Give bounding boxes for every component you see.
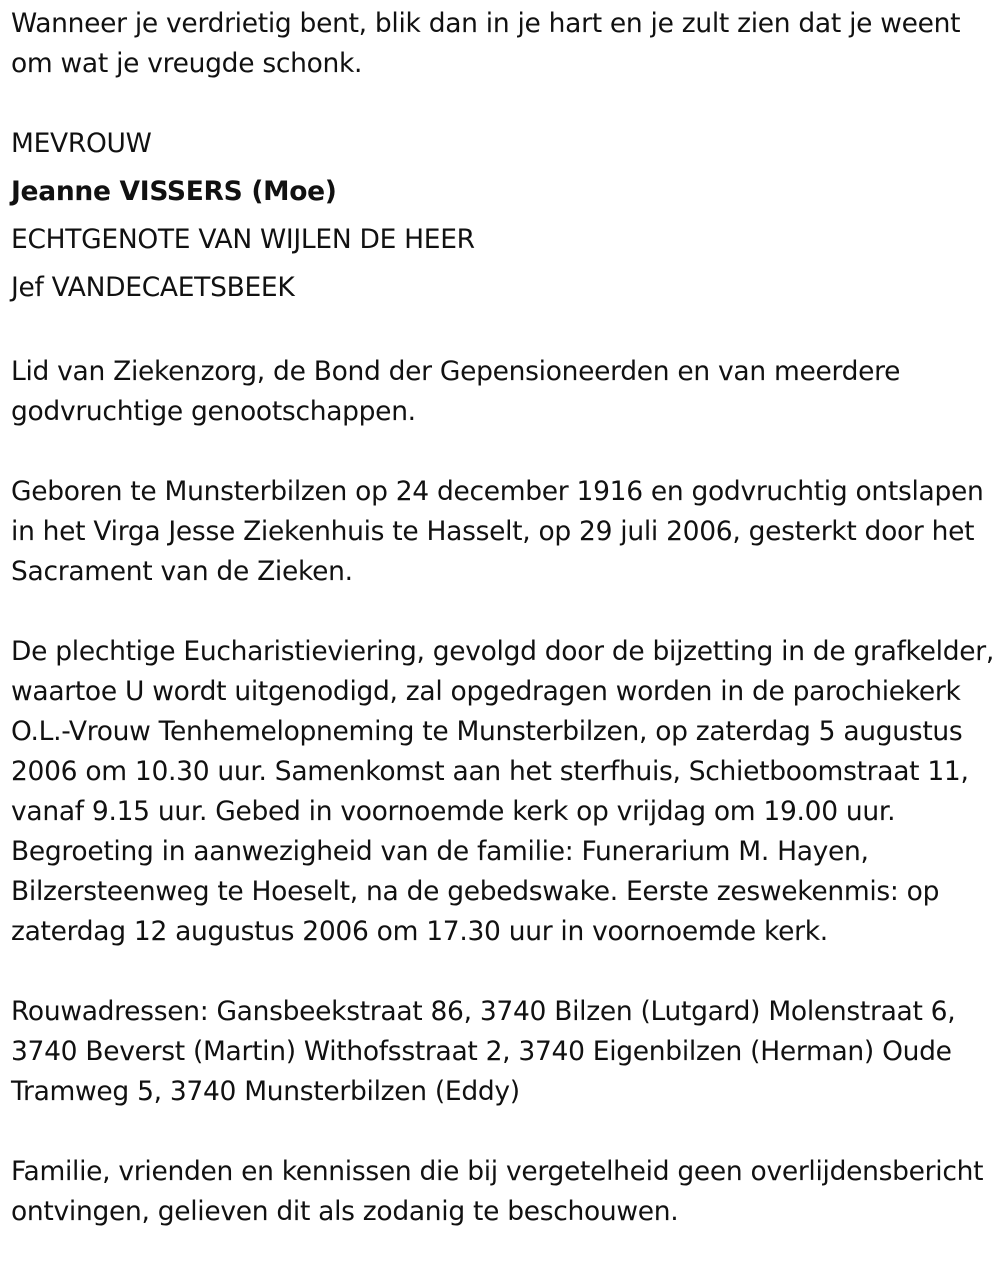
deceased-name: Jeanne VISSERS (Moe) — [11, 176, 337, 207]
deceased-title: MEVROUW — [11, 128, 152, 159]
deceased-heading — [11, 124, 996, 312]
obituary-document — [11, 4, 996, 1232]
intro-quote: Wanneer je verdrietig bent, blik dan in je hart en je zult zien dat je weent om wat je vreugde schonk. — [11, 8, 961, 79]
addresses-paragraph: Rouwadressen: Gansbeekstraat 86, 3740 Bilzen (Lutgard) Molenstraat 6, 3740 Beverst (Martin) Withofsstraat 2, 3740 Eigenbilzen (Herman) Oude Tramweg 5, 3740 Munsterbilzen (Eddy) — [11, 996, 956, 1107]
spouse-name: Jef VANDECAETSBEEK — [11, 272, 295, 303]
ceremony-paragraph: De plechtige Eucharistieviering, gevolgd door de bijzetting in de grafkelder, waartoe U wordt uitgenodigd, zal opgedragen worden in de parochiekerk O.L.-Vrouw Tenhemelopneming te Munsterbilzen, op zaterdag 5 augustus 2006 om 10.30 uur. Samenkomst aan het sterfhuis, Schietboomstraat 11, vanaf 9.15 uur. Gebed in voornoemde kerk op vrijdag om 19.00 uur. Begroeting in aanwezigheid van de familie: Funerarium M. Hayen, Bilzersteenweg te Hoeselt, na de gebedswake. Eerste zeswekenmis: op zaterdag 12 augustus 2006 om 17.30 uur in voornoemde kerk. — [11, 636, 994, 947]
deceased-relation: ECHTGENOTE VAN WIJLEN DE HEER — [11, 224, 475, 255]
birth-death-paragraph: Geboren te Munsterbilzen op 24 december 1916 en godvruchtig ontslapen in het Virga Jesse Ziekenhuis te Hasselt, op 29 juli 2006, gesterkt door het Sacrament van de Zieken. — [11, 476, 984, 587]
closing-note-paragraph: Familie, vrienden en kennissen die bij vergetelheid geen overlijdensbericht ontvingen, gelieven dit als zodanig te beschouwen. — [11, 1156, 984, 1227]
membership-paragraph: Lid van Ziekenzorg, de Bond der Gepensioneerden en van meerdere godvruchtige genootschappen. — [11, 356, 901, 427]
